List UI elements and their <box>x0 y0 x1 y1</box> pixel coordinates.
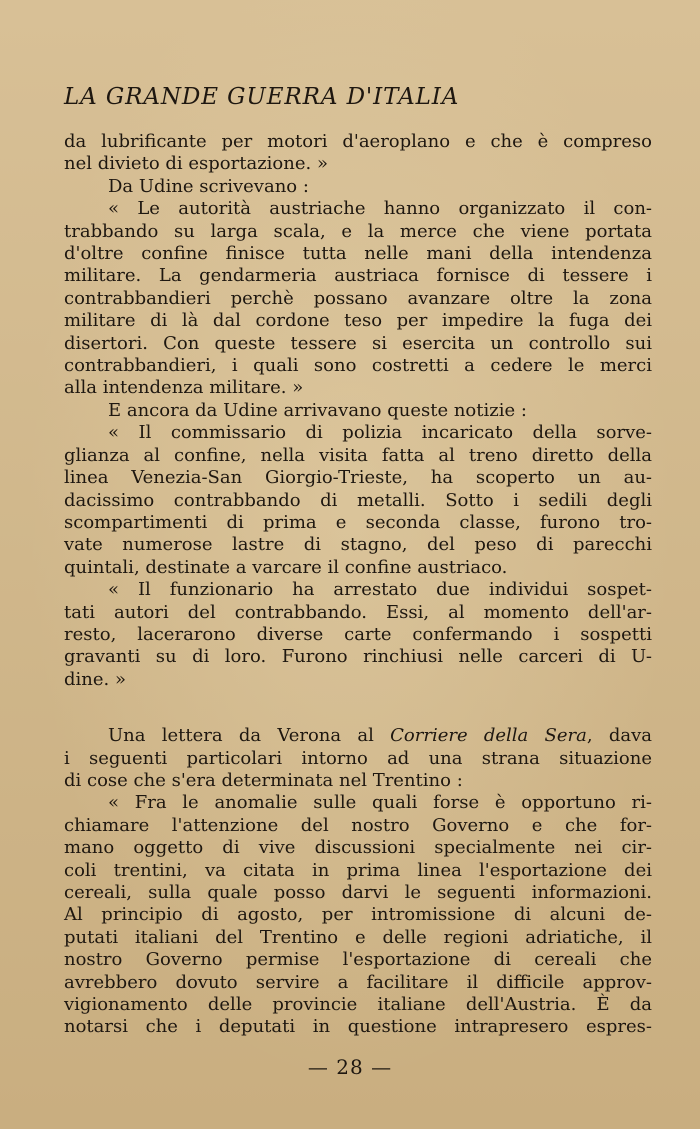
text-line: chiamare l'attenzione del nostro Governo e che for- <box>64 814 652 836</box>
running-head: LA GRANDE GUERRA D'ITALIA <box>64 84 460 110</box>
text-line: avrebbero dovuto servire a facilitare il difficile approv- <box>64 971 652 993</box>
text-line: linea Venezia-San Giorgio-Trieste, ha scoperto un au- <box>64 467 652 489</box>
text-line: quintali, destinate a varcare il confine austriaco. <box>64 556 508 578</box>
text-line: « Le autorità austriache hanno organizzato il con- <box>108 198 652 220</box>
text-line: resto, lacerarono diverse carte confermando i sospetti <box>64 623 652 645</box>
text-line: nel divieto di esportazione. » <box>64 153 328 175</box>
text-line: d'oltre confine finisce tutta nelle mani della intendenza <box>64 243 652 265</box>
text-line: dine. » <box>64 668 126 690</box>
text-line: « Fra le anomalie sulle quali forse è opportuno ri- <box>108 792 652 814</box>
text-line: i seguenti particolari intorno ad una strana situazione <box>64 747 652 769</box>
text-line: nostro Governo permise l'esportazione di cereali che <box>64 949 652 971</box>
text-line: militare di là dal cordone teso per impedire la fuga dei <box>64 310 652 332</box>
text-line: Al principio di agosto, per intromissione di alcuni de- <box>64 904 652 926</box>
text-line: da lubrificante per motori d'aeroplano e che è compreso <box>64 131 652 152</box>
text-line: alla intendenza militare. » <box>64 377 304 399</box>
text-line: contrabbandieri, i quali sono costretti a cedere le merci <box>64 355 652 377</box>
text-line: tati autori del contrabbando. Essi, al momento dell'ar- <box>64 601 652 623</box>
text-line: di cose che s'era determinata nel Trentino : <box>64 769 463 791</box>
paragraph-gap <box>64 691 652 725</box>
text-line: mano oggetto di vive discussioni specialmente nei cir- <box>64 837 652 859</box>
text-line: putati italiani del Trentino e delle regioni adriatiche, il <box>64 926 652 948</box>
text-line: « Il commissario di polizia incaricato della sorve- <box>108 422 652 444</box>
text-line: notarsi che i deputati in questione intrapresero espres- <box>64 1016 652 1038</box>
text-line: Da Udine scrivevano : <box>108 175 309 197</box>
text-line: coli trentini, va citata in prima linea l'esportazione dei <box>64 859 652 881</box>
text-line: disertori. Con queste tessere si esercita un controllo sui <box>64 332 652 354</box>
newspaper-title: Corriere della Sera <box>390 725 587 747</box>
text-line: E ancora da Udine arrivavano queste notizie : <box>108 399 527 421</box>
text-line: vigionamento delle provincie italiane dell'Austria. È da <box>64 994 652 1016</box>
text-line: glianza al confine, nella visita fatta al treno diretto della <box>64 444 652 466</box>
text-line: Una lettera da Verona al Corriere della Sera, dava <box>108 725 652 747</box>
body-text <box>64 131 652 1039</box>
text-line: cereali, sulla quale posso darvi le seguenti informazioni. <box>64 882 652 903</box>
text-line: gravanti su di loro. Furono rinchiusi nelle carceri di U- <box>64 646 652 668</box>
page-number: — 28 — <box>307 1055 393 1079</box>
text-line: scompartimenti di prima e seconda classe, furono tro- <box>64 511 652 533</box>
text-line: contrabbandieri perchè possano avanzare oltre la zona <box>64 287 652 309</box>
text-line: dacissimo contrabbando di metalli. Sotto i sedili degli <box>64 489 652 511</box>
text-line: « Il funzionario ha arrestato due individui sospet- <box>108 579 652 601</box>
text-line: militare. La gendarmeria austriaca fornisce di tessere i <box>64 265 652 287</box>
text-line: trabbando su larga scala, e la merce che viene portata <box>64 220 652 242</box>
text-line: vate numerose lastre di stagno, del peso di parecchi <box>64 534 652 556</box>
